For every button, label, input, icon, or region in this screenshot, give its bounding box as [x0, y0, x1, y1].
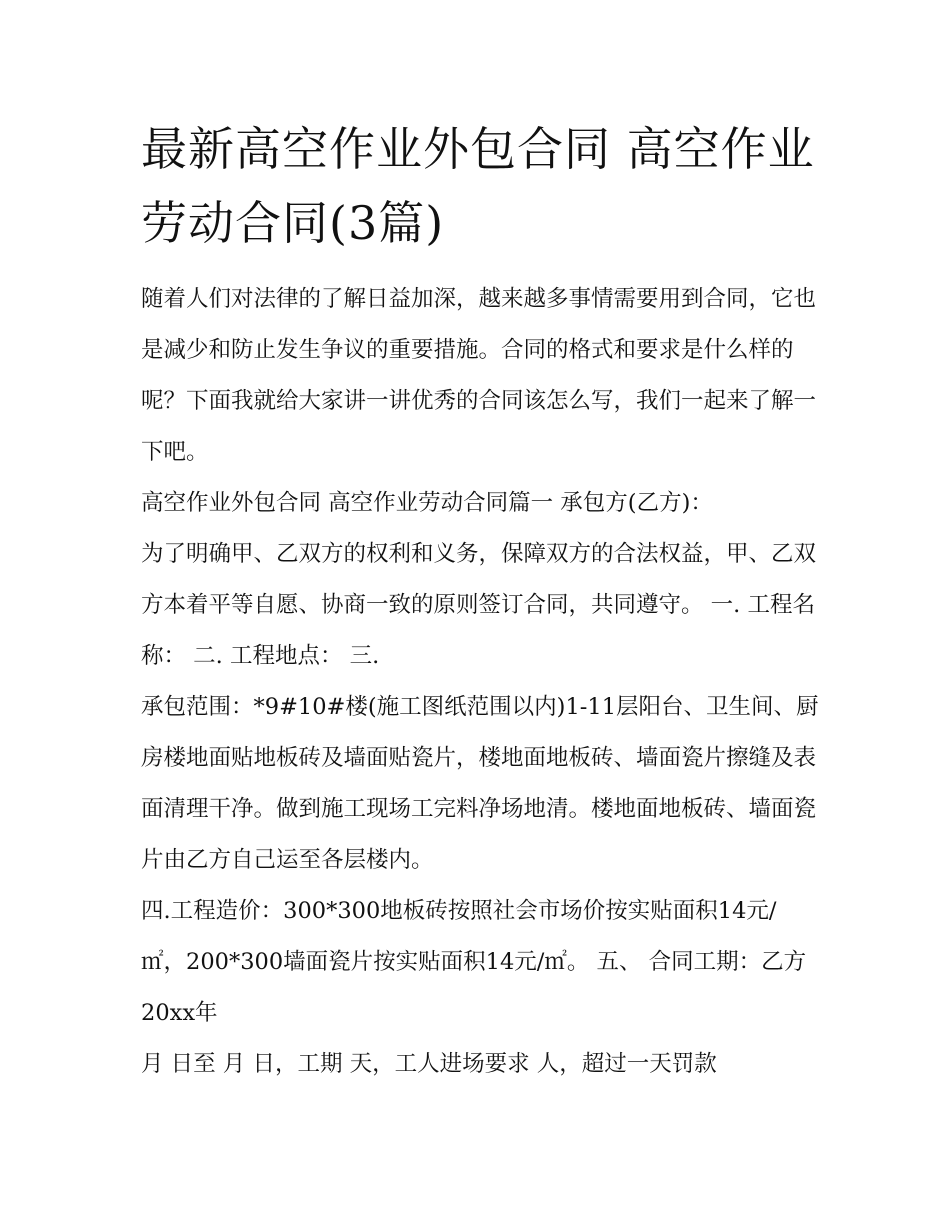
- paragraph-scope: 承包范围：*9#10#楼(施工图纸范围以内)1-11层阳台、卫生间、厨房楼地面贴地板砖及墙面贴瓷片，楼地面地板砖、墙面瓷片擦缝及表面清理干净。做到施工现场工完料净场地清。楼地面地板砖、墙面瓷片由乙方自己运至各层楼内。: [141, 694, 819, 873]
- paragraph-schedule: 月 日至 月 日，工期 天，工人进场要求 人，超过一天罚款: [141, 1051, 717, 1077]
- document-title: 最新高空作业外包合同 高空作业劳动合同(3篇): [141, 122, 815, 250]
- paragraph-purpose: 为了明确甲、乙双方的权利和义务，保障双方的合法权益，甲、乙双方本着平等自愿、协商一致的原则签订合同，共同遵守。 一. 工程名称： 二. 工程地点： 三.: [141, 541, 817, 669]
- paragraph-intro: 随着人们对法律的了解日益加深，越来越多事情需要用到合同，它也是减少和防止发生争议的重要措施。合同的格式和要求是什么样的呢？下面我就给大家讲一讲优秀的合同该怎么写，我们一起来了解一下吧。: [141, 286, 817, 465]
- paragraph-price: 四.工程造价：300*300地板砖按照社会市场价按实贴面积14元/㎡，200*300墙面瓷片按实贴面积14元/㎡。 五、 合同工期：乙方20xx年: [141, 898, 807, 1026]
- paragraph-section-heading: 高空作业外包合同 高空作业劳动合同篇一 承包方(乙方)：: [141, 490, 713, 516]
- document-page: [141, 112, 821, 1090]
